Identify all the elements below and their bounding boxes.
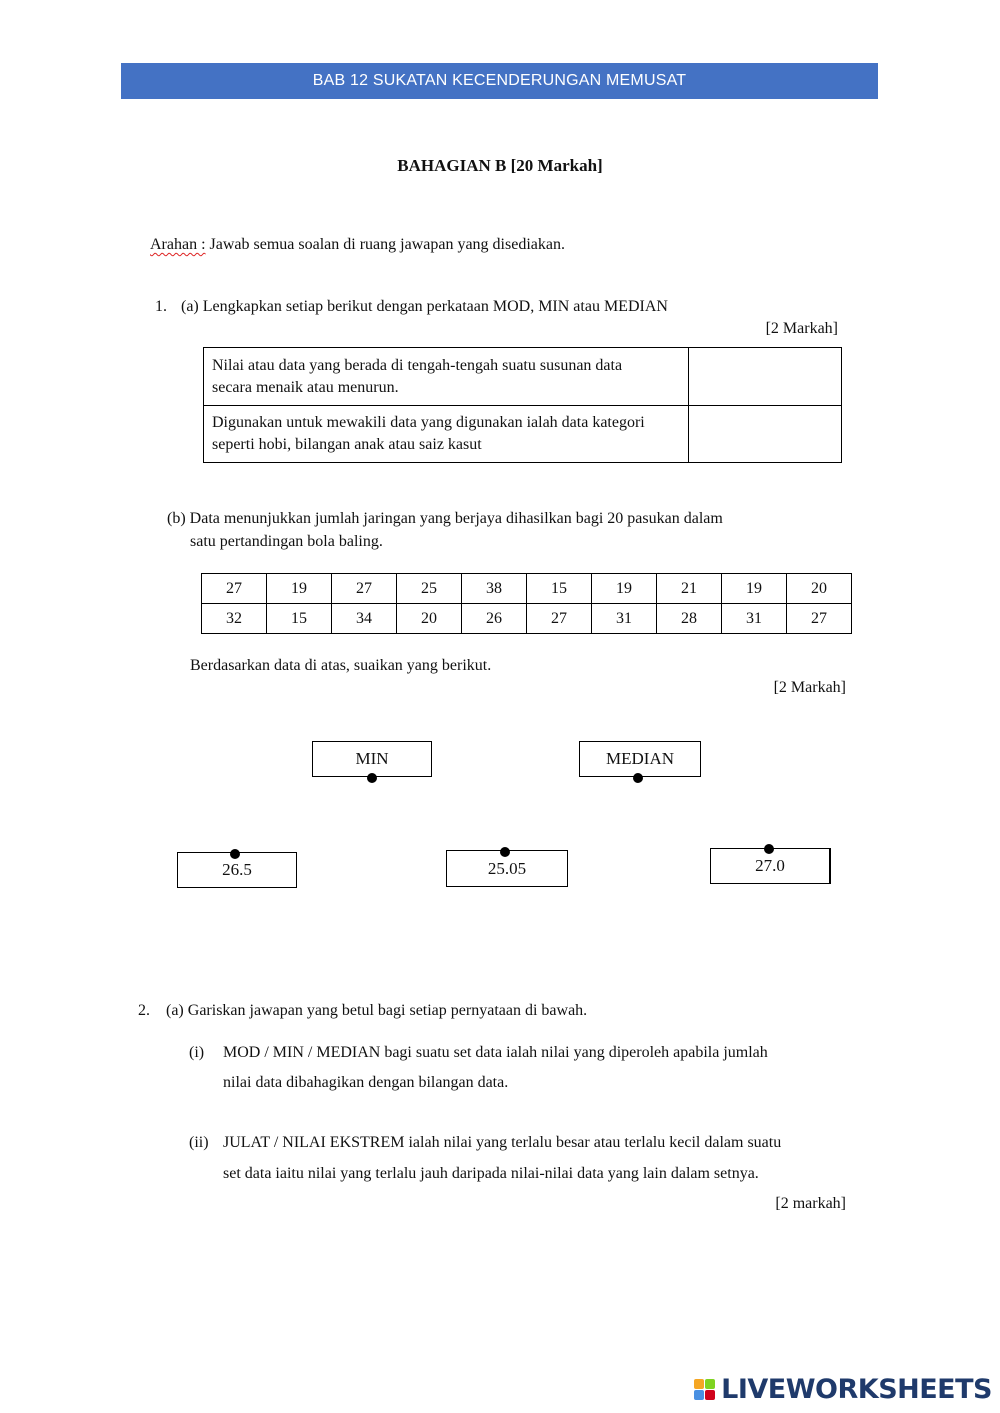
instructions-label: Arahan : (150, 236, 206, 253)
q2-item2-line2: set data iaitu nilai yang terlalu jauh daripada nilai-nilai data yang lain dalam setnya. (223, 1165, 759, 1182)
match-box-min: MIN (312, 741, 432, 777)
q1-number: 1. (155, 298, 167, 315)
q2-marks: [2 markah] (775, 1195, 846, 1212)
match-answer-box: 26.5 (177, 852, 297, 888)
logo-square (694, 1390, 704, 1400)
table-cell: 21 (657, 574, 722, 604)
q1a-description-cell (204, 406, 689, 463)
q2-item-number: (ii) (189, 1134, 209, 1151)
instructions (150, 236, 565, 254)
table-cell: 15 (527, 574, 592, 604)
table-cell: 31 (592, 604, 657, 634)
q2a-text: (a) Gariskan jawapan yang betul bagi setiap pernyataan di bawah. (166, 1002, 588, 1019)
table-row (202, 574, 852, 604)
goals-data-table (201, 573, 852, 634)
q1b-marks: [2 Markah] (773, 679, 846, 696)
logo-square (694, 1379, 704, 1389)
q1a-table (203, 347, 842, 463)
table-cell: 25 (397, 574, 462, 604)
table-cell: 27 (527, 604, 592, 634)
table-cell: 34 (332, 604, 397, 634)
q2-item1-line2: nilai data dibahagikan dengan bilangan data. (223, 1074, 509, 1091)
table-cell: 32 (202, 604, 267, 634)
q1a-answer-box[interactable] (689, 406, 842, 463)
match-dot-answer-3[interactable] (764, 844, 774, 854)
table-cell: 19 (592, 574, 657, 604)
q1a-description-cell (204, 348, 689, 406)
match-dot-answer-1[interactable] (230, 849, 240, 859)
q1a-row2-line1: Digunakan untuk mewakili data yang digunakan ialah data kategori (212, 414, 645, 431)
liveworksheets-logo (694, 1374, 992, 1405)
q1a-answer-box[interactable] (689, 348, 842, 406)
q1a-row (204, 406, 842, 463)
table-cell: 20 (397, 604, 462, 634)
q1a-text: (a) Lengkapkan setiap berikut dengan perkataan MOD, MIN atau MEDIAN (181, 298, 668, 315)
liveworksheets-logo-icon (694, 1379, 715, 1400)
match-answer-box: 25.05 (446, 850, 568, 887)
q2-item1-line1[interactable]: MOD / MIN / MEDIAN bagi suatu set data ialah nilai yang diperoleh apabila jumlah (223, 1044, 768, 1061)
match-answer-box: 27.0 (710, 848, 831, 884)
q1a-row (204, 348, 842, 406)
q1a-row1-line2: secara menaik atau menurun. (212, 378, 399, 396)
table-cell: 38 (462, 574, 527, 604)
q2-item-number: (i) (189, 1044, 205, 1061)
match-dot-answer-2[interactable] (500, 847, 510, 857)
section-title: BAHAGIAN B [20 Markah] (397, 156, 603, 175)
table-cell: 15 (267, 604, 332, 634)
table-cell: 27 (332, 574, 397, 604)
table-cell: 27 (787, 604, 852, 634)
table-row (202, 604, 852, 634)
table-cell: 19 (267, 574, 332, 604)
match-dot-min[interactable] (367, 773, 377, 783)
q1b-line2: satu pertandingan bola baling. (190, 533, 383, 550)
q1a-marks: [2 Markah] (765, 320, 838, 337)
logo-text: LIVEWORKSHEETS (721, 1374, 992, 1405)
q2-item2-line1[interactable]: JULAT / NILAI EKSTREM ialah nilai yang terlalu besar atau terlalu kecil dalam suatu (223, 1134, 782, 1151)
q1b-line1: (b) Data menunjukkan jumlah jaringan yang berjaya dihasilkan bagi 20 pasukan dalam (167, 510, 723, 527)
match-box-median: MEDIAN (579, 741, 701, 777)
q1a-row2-line2: seperti hobi, bilangan anak atau saiz kasut (212, 436, 482, 453)
table-cell: 19 (722, 574, 787, 604)
q2-number: 2. (138, 1002, 150, 1019)
q1a-row1-line1: Nilai atau data yang berada di tengah-tengah suatu susunan data (212, 356, 623, 374)
instructions-text: Jawab semua soalan di ruang jawapan yang disediakan. (209, 236, 565, 253)
match-instruction: Berdasarkan data di atas, suaikan yang berikut. (190, 657, 492, 674)
logo-square (705, 1390, 715, 1400)
table-cell: 26 (462, 604, 527, 634)
logo-square (705, 1379, 715, 1389)
chapter-banner: BAB 12 SUKATAN KECENDERUNGAN MEMUSAT (121, 63, 878, 99)
table-cell: 27 (202, 574, 267, 604)
table-cell: 28 (657, 604, 722, 634)
match-dot-median[interactable] (633, 773, 643, 783)
table-cell: 20 (787, 574, 852, 604)
table-cell: 31 (722, 604, 787, 634)
